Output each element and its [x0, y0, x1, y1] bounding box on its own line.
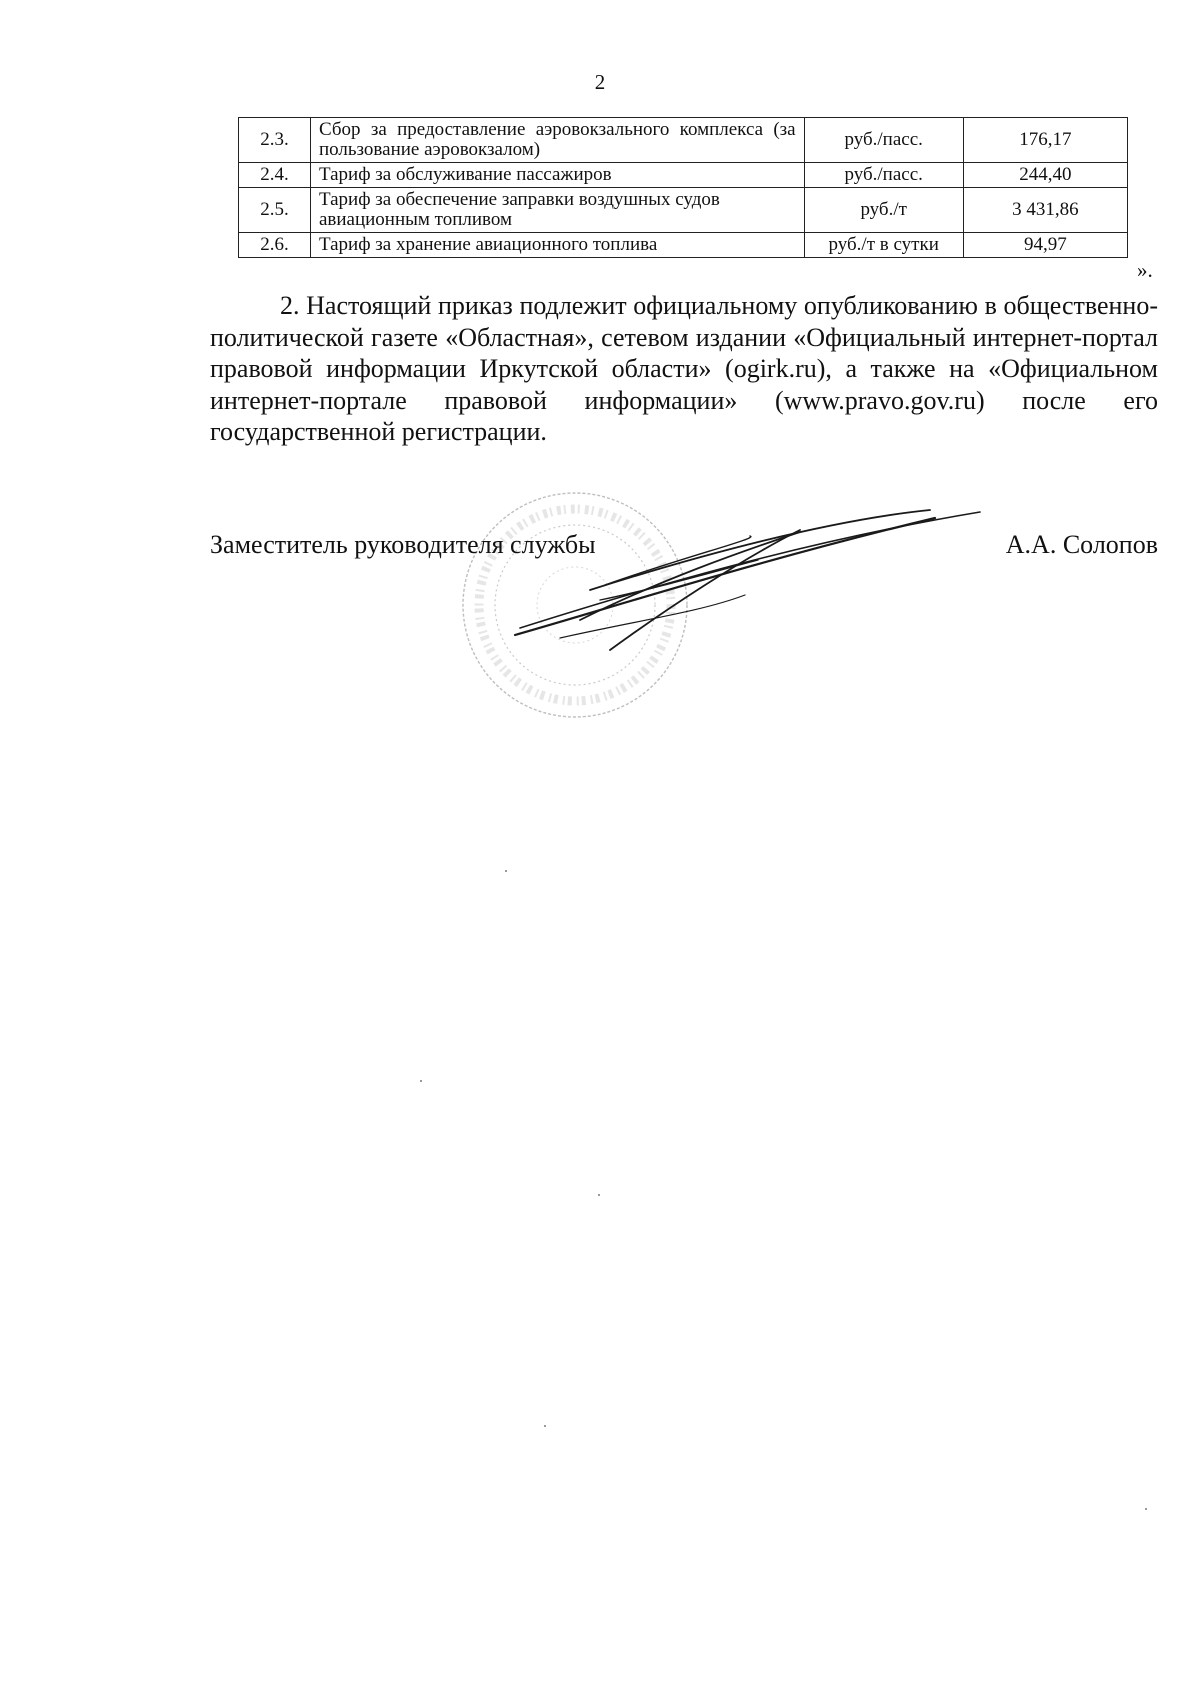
table-row: [239, 163, 1128, 188]
scan-speck: [420, 1080, 422, 1082]
signature-stroke: [605, 536, 751, 585]
tariff-name: Сбор за предоставление аэровокзального комплекса (за пользование аэровокзалом): [310, 118, 804, 163]
table-row: [239, 188, 1128, 233]
scan-speck: [598, 1194, 600, 1196]
signature-stroke: [515, 518, 935, 635]
tariff-unit: руб./пасс.: [804, 118, 963, 163]
tariff-value: 176,17: [963, 118, 1127, 163]
signer-name: А.А. Солопов: [1005, 530, 1158, 559]
signer-title: Заместитель руководителя службы: [210, 530, 596, 559]
signature-stroke: [520, 512, 980, 628]
signature-stroke: [590, 510, 930, 590]
tariff-table: [238, 117, 1128, 258]
tariff-value: 94,97: [963, 233, 1127, 258]
tariff-name: Тариф за обслуживание пассажиров: [310, 163, 804, 188]
tariff-unit: руб./пасс.: [804, 163, 963, 188]
table-row: [239, 233, 1128, 258]
row-number: 2.6.: [239, 233, 311, 258]
tariff-name: Тариф за хранение авиационного топлива: [310, 233, 804, 258]
scan-speck: [544, 1425, 546, 1427]
tariff-name: Тариф за обеспечение заправки воздушных судов авиационным топливом: [310, 188, 804, 233]
row-number: 2.5.: [239, 188, 311, 233]
signature-stroke: [610, 530, 800, 650]
publication-paragraph: 2. Настоящий приказ подлежит официальному опубликованию в общественно-политической газете «Областная», сетевом издании «Официальный интернет-портал правовой информации Иркутской области» (ogirk.ru), а также на «Официальном интернет-портале правовой информации» (www.pravo.gov.ru) после его государственной регистрации.: [210, 291, 1158, 446]
row-number: 2.3.: [239, 118, 311, 163]
tariff-unit: руб./т: [804, 188, 963, 233]
tariff-value: 3 431,86: [963, 188, 1127, 233]
scan-speck: [1145, 1508, 1147, 1510]
tariff-value: 244,40: [963, 163, 1127, 188]
handwritten-signature: [500, 500, 1020, 670]
tariff-unit: руб./т в сутки: [804, 233, 963, 258]
scan-speck: [505, 870, 507, 872]
row-number: 2.4.: [239, 163, 311, 188]
page-number: 2: [594, 70, 606, 94]
table-row: [239, 118, 1128, 163]
closing-quote: ».: [1137, 258, 1153, 282]
